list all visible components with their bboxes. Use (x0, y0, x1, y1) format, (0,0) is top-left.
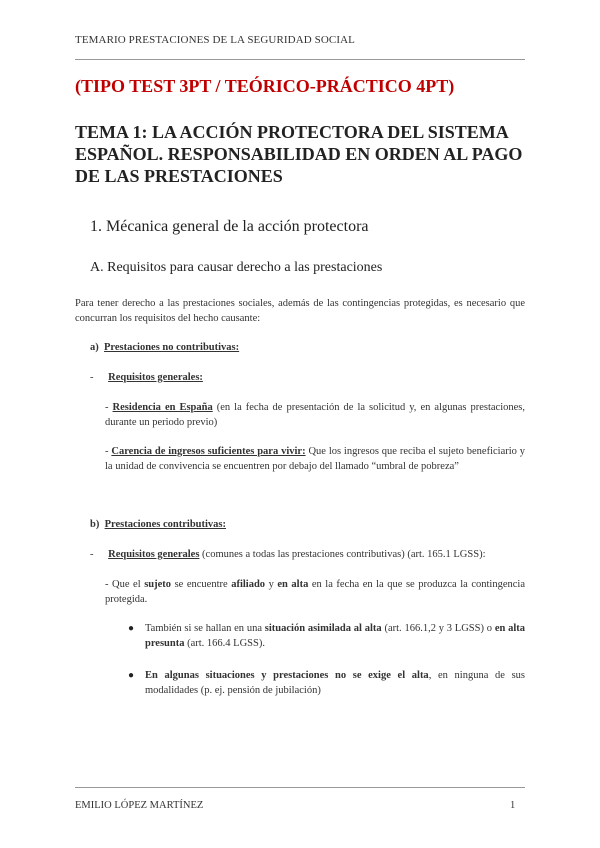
page-header: TEMARIO PRESTACIONES DE LA SEGURIDAD SOCIAL (75, 34, 355, 46)
text-run: , en ninguna de sus modalidades (p. ej. pensión de jubilación) (145, 670, 525, 696)
text-run: en la fecha en la que se produzca la contingencia protegida. (105, 579, 525, 605)
text-run-bold: En algunas situaciones y prestaciones no se exige el alta (145, 670, 429, 681)
list-marker: b) (90, 519, 100, 530)
text-run-bold: en alta presunta (145, 623, 526, 649)
footer-rule (75, 787, 525, 788)
list-item-a (90, 340, 239, 355)
req-item-carencia (105, 444, 525, 474)
req-title-b: Requisitos generales (108, 549, 200, 560)
text-run-bold: en alta (277, 579, 309, 590)
item-rest: (en la fecha de presentación de la solicitud y, en algunas prestaciones, durante un periodo previo) (105, 402, 525, 428)
footer-author: EMILIO LÓPEZ MARTÍNEZ (75, 800, 204, 811)
text-run: También si se hallan en una (145, 623, 265, 634)
subsection-heading-a: A. Requisitos para causar derecho a las prestaciones (90, 260, 383, 275)
text-run: (art. 166.1,2 y 3 LGSS) o (381, 623, 495, 634)
item-rest: Que los ingresos que reciba el sujeto beneficiario y la unidad de convivencia se encuentren por debajo del llamado “umbral de pobreza” (105, 446, 526, 472)
item-prefix: - (105, 402, 113, 413)
list-item-b-title: Prestaciones contributivas: (104, 519, 227, 530)
req-rest-b: (comunes a todas las prestaciones contributivas) (art. 165.1 LGSS): (199, 549, 486, 560)
list-marker: a) (90, 342, 99, 353)
bullet-icon: ● (128, 623, 135, 634)
text-run: y (265, 579, 278, 590)
item-bold: Carencia de ingresos suficientes para vivir: (111, 446, 306, 457)
req-item-afiliado (105, 577, 525, 607)
bullet-item-asimilada (145, 621, 525, 651)
dash-item-requisitos-b (90, 547, 525, 562)
list-item-b (90, 517, 226, 532)
req-title-a: Requisitos generales: (108, 372, 203, 383)
text-run-bold: situación asimilada al alta (264, 623, 382, 634)
text-run-bold: sujeto (144, 579, 172, 590)
text-run: se encuentre (171, 579, 232, 590)
text-run-bold: afiliado (231, 579, 266, 590)
page-number: 1 (510, 800, 516, 811)
exam-type-title: (TIPO TEST 3PT / TEÓRICO-PRÁCTICO 4PT) (75, 76, 455, 96)
chapter-title: TEMA 1: LA ACCIÓN PROTECTORA DEL SISTEMA ESPAÑOL. RESPONSABILIDAD EN ORDEN AL PAGO DE LAS PRESTACIONES (75, 122, 523, 186)
bullet-item-no-alta (145, 668, 525, 698)
section-heading-1: 1. Mécanica general de la acción protectora (90, 218, 369, 235)
header-rule (75, 59, 525, 60)
intro-paragraph: Para tener derecho a las prestaciones sociales, además de las contingencias protegidas, es necesario que concurran los requisitos del hecho causante: (75, 298, 525, 324)
text-run: (art. 166.4 LGSS). (184, 638, 265, 649)
item-bold: Residencia en España (112, 402, 213, 413)
req-item-residencia (105, 400, 525, 430)
list-item-a-title: Prestaciones no contributivas: (104, 342, 240, 353)
dash-marker: - (90, 372, 94, 383)
bullet-icon: ● (128, 670, 135, 681)
dash-item-requisitos-a (90, 370, 203, 385)
dash-marker: - (90, 549, 94, 560)
text-run: - Que el (105, 579, 145, 590)
item-prefix: - (105, 446, 112, 457)
